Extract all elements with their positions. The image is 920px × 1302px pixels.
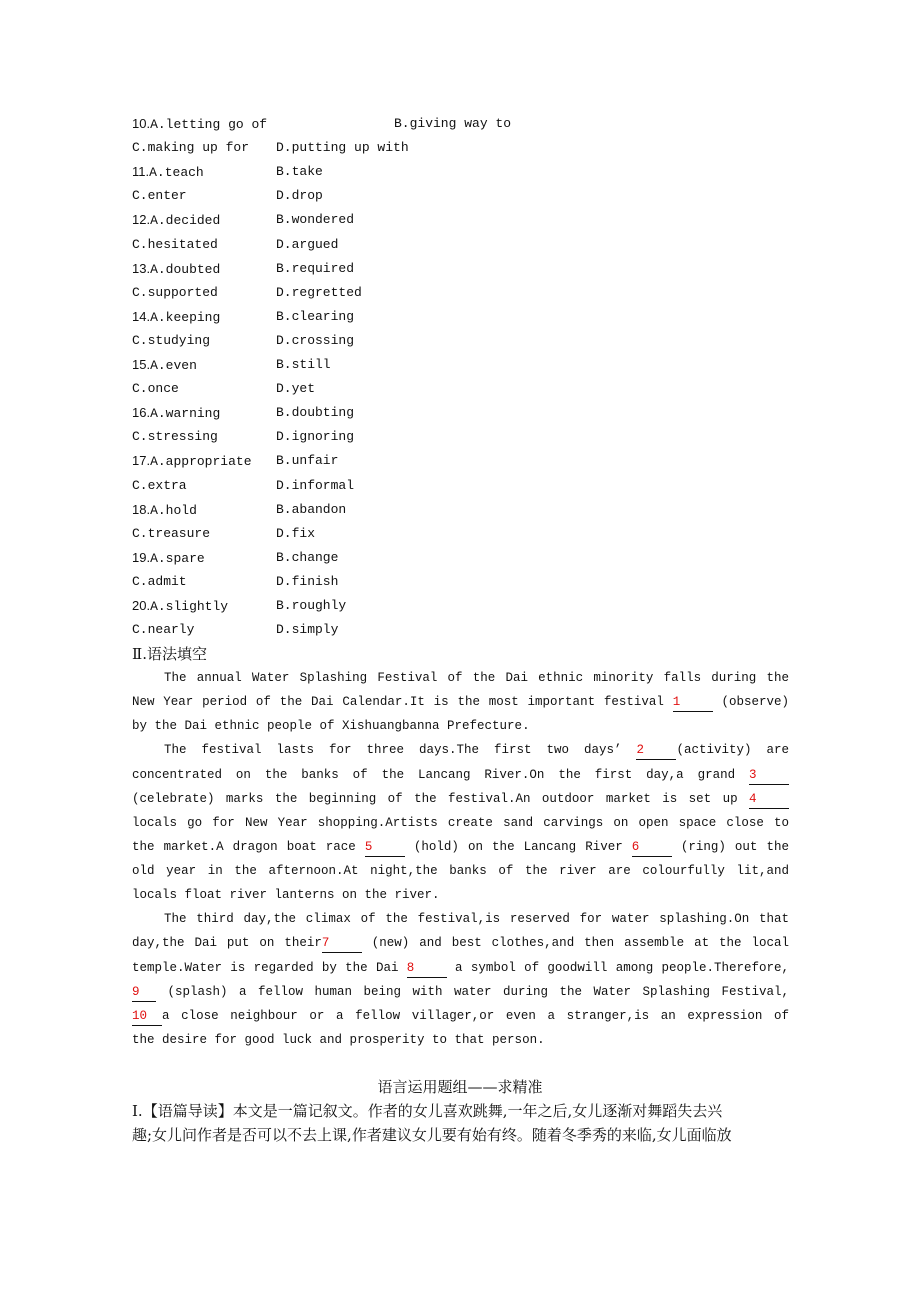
- passage-text: (ring) out the: [671, 839, 789, 854]
- answer-blank[interactable]: 9: [132, 984, 156, 1002]
- option-a-c: A.even: [150, 358, 197, 373]
- option-b-d: B.roughly: [276, 598, 347, 613]
- passage-line: [132, 789, 789, 809]
- option-row: [132, 500, 347, 520]
- passage-text: (celebrate) marks the beginning of the festival.An outdoor market is set up: [132, 791, 749, 806]
- question-number: 14.: [132, 308, 151, 324]
- option-a-c: A.decided: [150, 213, 221, 229]
- option-a-c: A.teach: [149, 165, 204, 181]
- passage-line: [132, 958, 789, 978]
- option-row: [132, 162, 323, 182]
- option-b-d: B.still: [276, 357, 331, 372]
- option-a-c: A.slightly: [150, 599, 229, 614]
- answer-blank[interactable]: 3: [749, 767, 789, 785]
- passage-text: a close neighbour or a fellow villager,or even a stranger,is an expression of: [162, 1008, 789, 1023]
- question-number: 16.: [132, 405, 151, 421]
- passage-line: [132, 765, 789, 785]
- question-number: 20.: [132, 598, 151, 613]
- option-b-d: D.argued: [276, 236, 339, 252]
- section-heading-grammar: Ⅱ.语法填空: [132, 645, 207, 663]
- option-a-c: C.nearly: [132, 622, 195, 638]
- passage-text: locals float river lanterns on the river.: [132, 888, 440, 903]
- option-a-c: C.supported: [132, 284, 218, 300]
- option-row: [132, 379, 316, 399]
- option-b-d: D.informal: [276, 477, 355, 493]
- intro-line: Ⅰ.【语篇导读】本文是一篇记叙文。作者的女儿喜欢跳舞,一年之后,女儿逐渐对舞蹈失去兴: [132, 1102, 723, 1120]
- option-a-c: C.hesitated: [132, 236, 218, 252]
- passage-text: temple.Water is regarded by the Dai: [132, 960, 407, 975]
- option-row: [132, 138, 409, 158]
- option-a-c: C.enter: [132, 188, 187, 204]
- answer-blank[interactable]: 7: [322, 935, 362, 953]
- intro-line: 趣;女儿问作者是否可以不去上课,作者建议女儿要有始有终。随着冬季秀的来临,女儿面临放: [132, 1126, 732, 1144]
- option-a-c: C.treasure: [132, 525, 211, 541]
- option-b-d: D.yet: [276, 381, 316, 397]
- option-row: [132, 403, 355, 423]
- option-a-c: C.making up for: [132, 140, 250, 156]
- option-a-c: A.letting go of: [150, 117, 268, 132]
- question-number: 15.: [132, 357, 151, 372]
- question-number: 10.: [132, 116, 151, 131]
- option-b-d: D.putting up with: [276, 140, 409, 156]
- option-row: [132, 572, 339, 592]
- option-a-c: A.doubted: [150, 261, 221, 277]
- option-a-c: C.admit: [132, 573, 187, 589]
- passage-line: [132, 933, 789, 953]
- option-row: [132, 210, 355, 230]
- question-number: 11.: [132, 164, 150, 180]
- passage-text: a symbol of goodwill among people.Therefore,: [446, 960, 789, 975]
- option-row: [132, 235, 339, 255]
- answer-blank[interactable]: 6: [632, 839, 672, 857]
- passage-text: (observe): [712, 695, 789, 710]
- answer-blank[interactable]: 1: [673, 694, 713, 712]
- question-number: 19.: [132, 549, 151, 565]
- option-a-c: A.hold: [150, 502, 197, 518]
- option-b-d: B.abandon: [276, 501, 347, 517]
- option-row: [132, 427, 355, 447]
- option-a-c: C.once: [132, 381, 179, 397]
- option-b-d: D.fix: [276, 525, 316, 541]
- option-row: [132, 476, 355, 496]
- passage-text: old year in the afternoon.At night,the banks of the river are colourfully lit,and: [132, 864, 789, 879]
- option-a-c: C.studying: [132, 332, 211, 348]
- passage-text: The annual Water Splashing Festival of the Dai ethnic minority falls during the: [164, 671, 789, 685]
- passage-text: the market.A dragon boat race: [132, 839, 365, 854]
- option-b-d: D.regretted: [276, 284, 362, 300]
- passage-text: The third day,the climax of the festival,is reserved for water splashing.On that: [164, 912, 789, 927]
- option-a-c: A.spare: [150, 550, 205, 566]
- option-row: [132, 114, 512, 134]
- answer-blank[interactable]: 4: [749, 791, 789, 809]
- option-row: [132, 596, 347, 616]
- answer-blank[interactable]: 8: [407, 960, 447, 978]
- passage-text: by the Dai ethnic people of Xishuangbanna Prefecture.: [132, 719, 530, 734]
- option-a-c: C.stressing: [132, 429, 218, 445]
- option-b-d: D.finish: [276, 573, 339, 589]
- passage-text: concentrated on the banks of the Lancang River.On the first day,a grand: [132, 767, 749, 782]
- option-row: [132, 548, 339, 568]
- option-b-d: D.drop: [276, 188, 323, 204]
- passage-line: [164, 668, 789, 688]
- option-row: [132, 331, 355, 351]
- passage-text: locals go for New Year shopping.Artists create sand carvings on open space close to: [132, 815, 789, 830]
- option-a-c: A.appropriate: [150, 454, 252, 470]
- option-row: [132, 524, 316, 544]
- option-b-d: B.giving way to: [394, 116, 512, 131]
- option-b-d: B.required: [276, 260, 355, 276]
- passage-line: [132, 1030, 789, 1050]
- option-a-c: A.keeping: [150, 309, 221, 325]
- passage-text: (splash) a fellow human being with water during the Water Splashing Festival,: [156, 984, 789, 999]
- option-row: [132, 283, 362, 303]
- passage-text: The festival lasts for three days.The first two days’: [164, 743, 637, 758]
- option-b-d: D.simply: [276, 622, 339, 638]
- passage-line: [132, 982, 789, 1002]
- passage-text: (activity) are: [676, 743, 789, 758]
- passage-line: [132, 1006, 789, 1026]
- option-row: [132, 451, 339, 471]
- answer-blank[interactable]: 10: [132, 1008, 162, 1026]
- option-b-d: B.unfair: [276, 453, 339, 469]
- option-row: [132, 259, 355, 279]
- option-row: [132, 355, 331, 375]
- passage-line: [164, 740, 789, 760]
- section-title: 语言运用题组——求精准: [377, 1078, 543, 1096]
- option-row: [132, 620, 339, 640]
- question-number: 17.: [132, 453, 151, 469]
- question-number: 18.: [132, 501, 151, 517]
- option-b-d: B.doubting: [276, 405, 355, 421]
- option-b-d: B.wondered: [276, 212, 355, 228]
- question-number: 13.: [132, 260, 151, 276]
- passage-text: day,the Dai put on their: [132, 936, 322, 951]
- passage-text: New Year period of the Dai Calendar.It is the most important festival: [132, 695, 673, 710]
- option-row: [132, 186, 323, 206]
- passage-text: (hold) on the Lancang River: [404, 839, 632, 854]
- option-b-d: D.ignoring: [276, 429, 355, 445]
- option-b-d: B.clearing: [276, 308, 355, 324]
- option-b-d: D.crossing: [276, 332, 355, 348]
- passage-line: [132, 813, 789, 833]
- passage-text: the desire for good luck and prosperity to that person.: [132, 1032, 545, 1047]
- passage-line: [132, 716, 789, 736]
- passage-line: [164, 909, 789, 929]
- option-row: [132, 307, 355, 327]
- answer-blank[interactable]: 2: [636, 742, 676, 760]
- passage-text: (new) and best clothes,and then assemble at the local: [361, 936, 789, 951]
- option-a-c: A.warning: [150, 406, 221, 422]
- passage-line: [132, 837, 789, 857]
- passage-line: [132, 861, 789, 881]
- option-a-c: C.extra: [132, 477, 187, 493]
- option-b-d: B.take: [276, 164, 323, 180]
- passage-line: [132, 692, 789, 712]
- passage-line: [132, 885, 789, 905]
- question-number: 12.: [132, 212, 151, 228]
- answer-blank[interactable]: 5: [365, 839, 405, 857]
- option-b-d: B.change: [276, 549, 339, 565]
